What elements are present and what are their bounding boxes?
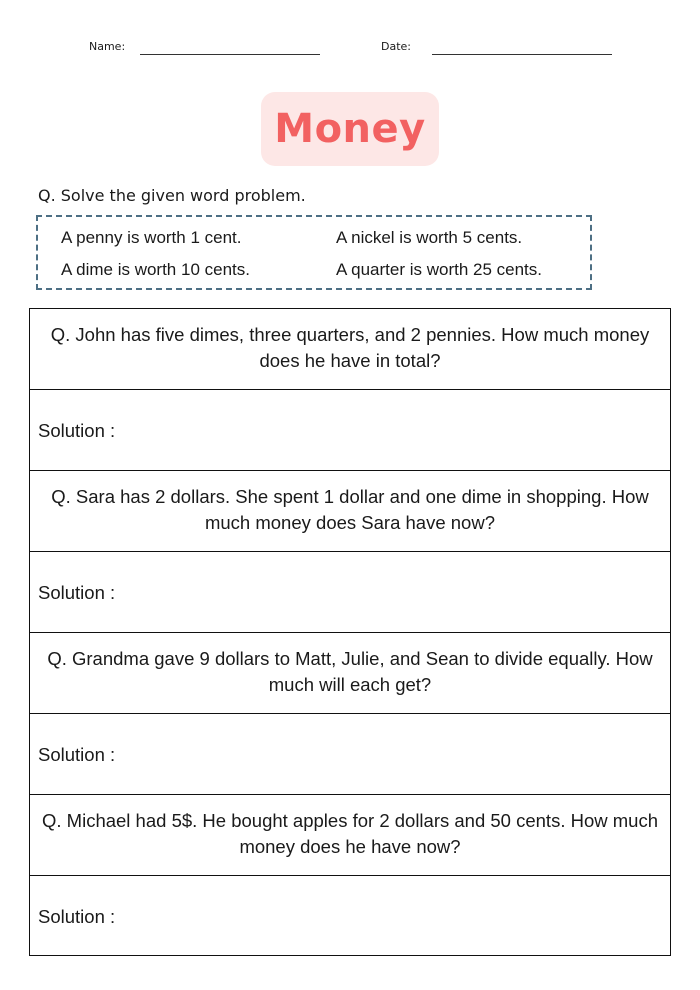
solution-cell[interactable] <box>30 390 670 471</box>
date-line[interactable] <box>432 54 612 55</box>
header-row <box>0 38 700 58</box>
coin-facts-box <box>36 215 592 290</box>
coin-fact-quarter: A quarter is worth 25 cents. <box>336 260 542 279</box>
solution-label: Solution : <box>38 420 116 441</box>
page-title: Money <box>274 106 426 152</box>
coin-fact-nickel: A nickel is worth 5 cents. <box>336 228 523 247</box>
title-box <box>261 92 439 166</box>
question-text: Q. John has five dimes, three quarters, and 2 pennies. How much money does he have in total? <box>50 324 650 371</box>
instruction-text: Q. Solve the given word problem. <box>38 186 306 205</box>
coin-fact-dime: A dime is worth 10 cents. <box>61 260 250 279</box>
question-cell <box>30 795 670 876</box>
solution-label: Solution : <box>38 744 116 765</box>
question-cell <box>30 633 670 714</box>
question-text: Q. Grandma gave 9 dollars to Matt, Julie, and Sean to divide equally. How much will each get? <box>47 648 653 695</box>
solution-cell[interactable] <box>30 714 670 795</box>
question-text: Q. Sara has 2 dollars. She spent 1 dollar and one dime in shopping. How much money does Sara have now? <box>51 486 649 533</box>
question-cell <box>30 471 670 552</box>
problems-table <box>29 308 671 956</box>
question-cell <box>30 309 670 390</box>
name-label: Name: <box>89 40 126 53</box>
solution-cell[interactable] <box>30 552 670 633</box>
name-line[interactable] <box>140 54 320 55</box>
coin-fact-penny: A penny is worth 1 cent. <box>61 228 242 247</box>
solution-label: Solution : <box>38 906 116 927</box>
date-label: Date: <box>381 40 411 53</box>
question-text: Q. Michael had 5$. He bought apples for 2 dollars and 50 cents. How much money does he have now? <box>42 810 658 857</box>
solution-label: Solution : <box>38 582 116 603</box>
solution-cell[interactable] <box>30 876 670 957</box>
